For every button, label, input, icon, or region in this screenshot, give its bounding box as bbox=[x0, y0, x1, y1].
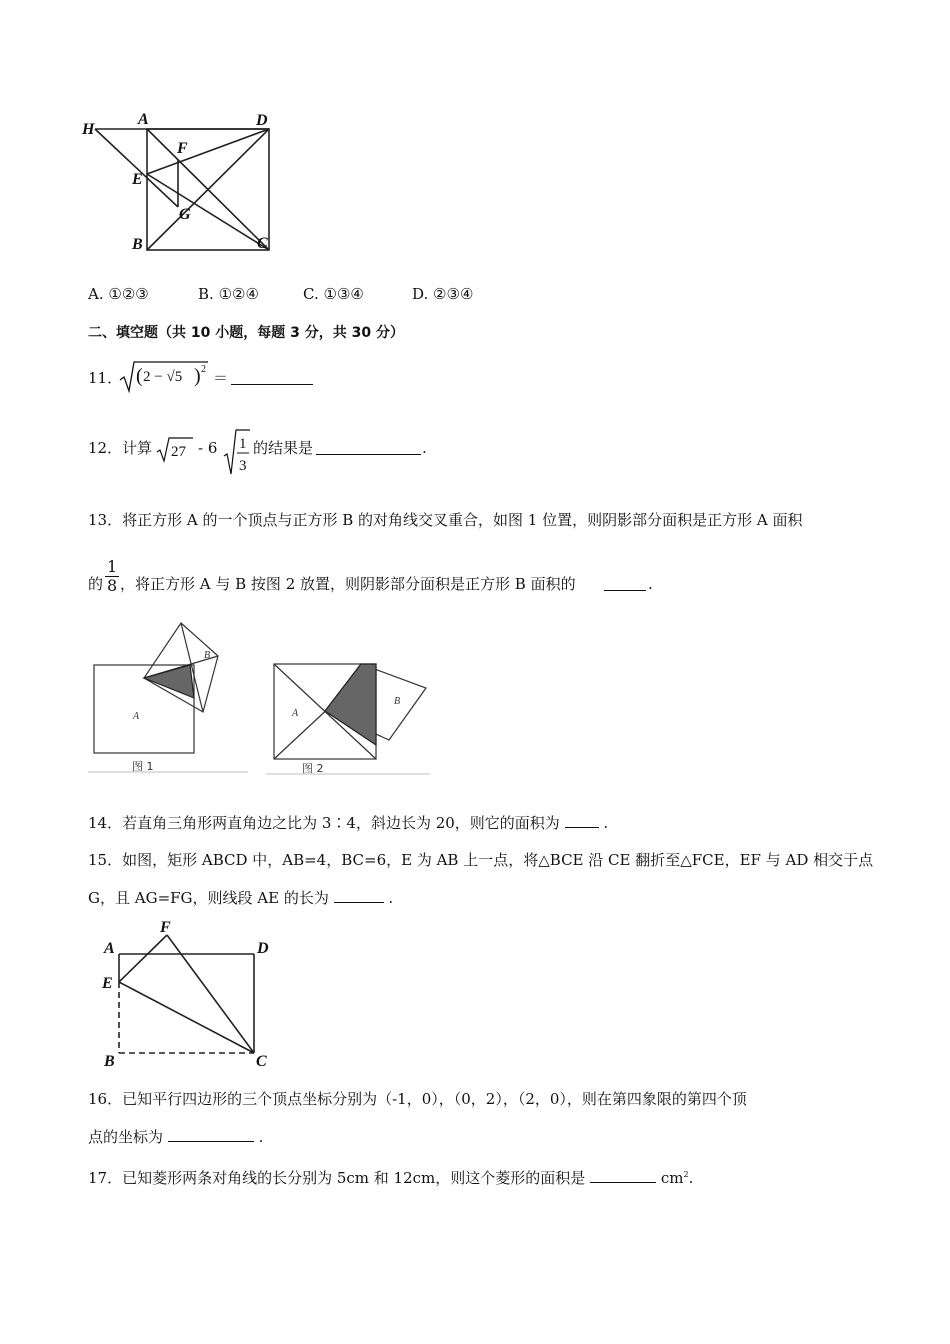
question-14 bbox=[88, 813, 608, 833]
q11-answer-blank[interactable] bbox=[231, 370, 313, 385]
segment-ed bbox=[147, 129, 269, 174]
q13-frac-num: 1 bbox=[107, 557, 118, 576]
q17-end: . bbox=[688, 1169, 694, 1187]
choice-a: A. ①②③ bbox=[88, 285, 149, 303]
label-c: C bbox=[257, 235, 268, 252]
q13-end: . bbox=[648, 575, 653, 593]
q12-radicand: 27 bbox=[171, 444, 186, 460]
fig2-label-b: B bbox=[394, 696, 401, 707]
section-heading: 二、填空题（共 10 小题，每题 3 分，共 30 分） bbox=[88, 325, 404, 341]
label-c: C bbox=[256, 1053, 267, 1070]
fig1-label-b: B bbox=[204, 650, 211, 661]
q15-text: G，且 AG=FG，则线段 AE 的长为 bbox=[88, 889, 329, 907]
q13-answer-blank[interactable] bbox=[604, 576, 646, 591]
fig1-label-a: A bbox=[133, 711, 140, 722]
svg-text:): ) bbox=[194, 365, 201, 387]
svg-text:(: ( bbox=[136, 365, 143, 387]
q13-line2 bbox=[88, 557, 653, 614]
q12-end: . bbox=[422, 439, 427, 457]
label-f: F bbox=[160, 919, 171, 936]
q15-line2 bbox=[88, 888, 393, 908]
q14-answer-blank[interactable] bbox=[565, 813, 599, 828]
q17-unit-exponent: 2 bbox=[683, 1170, 689, 1179]
q16-end: . bbox=[258, 1128, 264, 1146]
q16-answer-blank[interactable] bbox=[168, 1127, 254, 1142]
q11-radical bbox=[118, 360, 210, 394]
segment-fc bbox=[167, 935, 254, 1053]
q13-text: ，将正方形 A 与 B 按图 2 放置，则阴影部分面积是正方形 B 面积的 bbox=[120, 575, 576, 593]
label-a: A bbox=[104, 940, 115, 957]
choice-d: D. ②③④ bbox=[412, 285, 474, 303]
q12-radical-frac bbox=[223, 428, 251, 476]
q14-text: 14．若直角三角形两直角边之比为 3∶4，斜边长为 20，则它的面积为 bbox=[88, 814, 560, 832]
segment-ef bbox=[119, 935, 167, 982]
label-b: B bbox=[132, 236, 143, 253]
q17-unit: cm bbox=[660, 1169, 684, 1187]
fig1-caption: 图 1 bbox=[132, 760, 154, 773]
label-d: D bbox=[256, 112, 268, 129]
label-b: B bbox=[104, 1053, 115, 1070]
label-h: H bbox=[82, 121, 95, 138]
q12-prefix: 12．计算 bbox=[88, 439, 153, 457]
q13-fraction bbox=[105, 558, 119, 595]
q13-figure-1 bbox=[88, 618, 248, 778]
q11-inner: 2 − √5 bbox=[143, 369, 183, 385]
q15-answer-blank[interactable] bbox=[334, 888, 384, 903]
q16-line1: 16．已知平行四边形的三个顶点坐标分别为（-1，0），（0，2），（2，0），则在第四象限的第四个顶 bbox=[88, 1090, 747, 1108]
q12-frac-num: 1 bbox=[239, 436, 247, 452]
q13-prefix: 的 bbox=[88, 575, 104, 593]
fig2-caption: 图 2 bbox=[302, 762, 324, 775]
q15-rectangle-figure bbox=[98, 916, 284, 1072]
choices-row bbox=[88, 284, 474, 304]
choice-b: B. ①②④ bbox=[198, 285, 259, 303]
segment-ec bbox=[147, 174, 269, 250]
q12-radical-27 bbox=[156, 436, 194, 464]
choice-c: C. ①③④ bbox=[303, 285, 364, 303]
q12-minus: - 6 bbox=[198, 439, 218, 457]
label-g: G bbox=[179, 206, 191, 223]
q12-answer-blank[interactable] bbox=[316, 440, 421, 455]
fig2-shaded-region bbox=[325, 664, 376, 745]
label-e: E bbox=[132, 171, 143, 188]
q17-answer-blank[interactable] bbox=[590, 1168, 656, 1183]
q13-figure-2 bbox=[266, 640, 430, 778]
q14-end: . bbox=[603, 814, 609, 832]
q17-text: 17．已知菱形两条对角线的长分别为 5cm 和 12cm，则这个菱形的面积是 bbox=[88, 1169, 586, 1187]
q11-equals: ＝ bbox=[213, 369, 229, 387]
q15-end: . bbox=[388, 889, 394, 907]
q13-frac-den: 8 bbox=[107, 576, 118, 595]
label-d: D bbox=[257, 940, 269, 957]
question-17 bbox=[88, 1165, 693, 1188]
segment-ec bbox=[119, 982, 254, 1053]
fig2-label-a: A bbox=[292, 708, 299, 719]
label-e: E bbox=[102, 975, 113, 992]
label-f: F bbox=[177, 140, 188, 157]
q15-line1: 15．如图，矩形 ABCD 中，AB=4，BC=6，E 为 AB 上一点，将△BCE 沿 CE 翻折至△FCE，EF 与 AD 相交于点 bbox=[88, 851, 874, 869]
label-a: A bbox=[138, 111, 149, 128]
q11-number: 11． bbox=[88, 369, 123, 387]
question-11 bbox=[88, 364, 229, 400]
q11-exponent: 2 bbox=[201, 364, 206, 375]
q12-tail: 的结果是 bbox=[253, 439, 314, 457]
q13-line1: 13．将正方形 A 的一个顶点与正方形 B 的对角线交叉重合，如图 1 位置，则阴影部分面积是正方形 A 面积 bbox=[88, 511, 803, 529]
q12-frac-den: 3 bbox=[239, 458, 247, 474]
square-fold-figure bbox=[80, 108, 280, 256]
q16-text: 点的坐标为 bbox=[88, 1128, 164, 1146]
question-12 bbox=[88, 436, 427, 482]
q16-line2 bbox=[88, 1127, 263, 1147]
